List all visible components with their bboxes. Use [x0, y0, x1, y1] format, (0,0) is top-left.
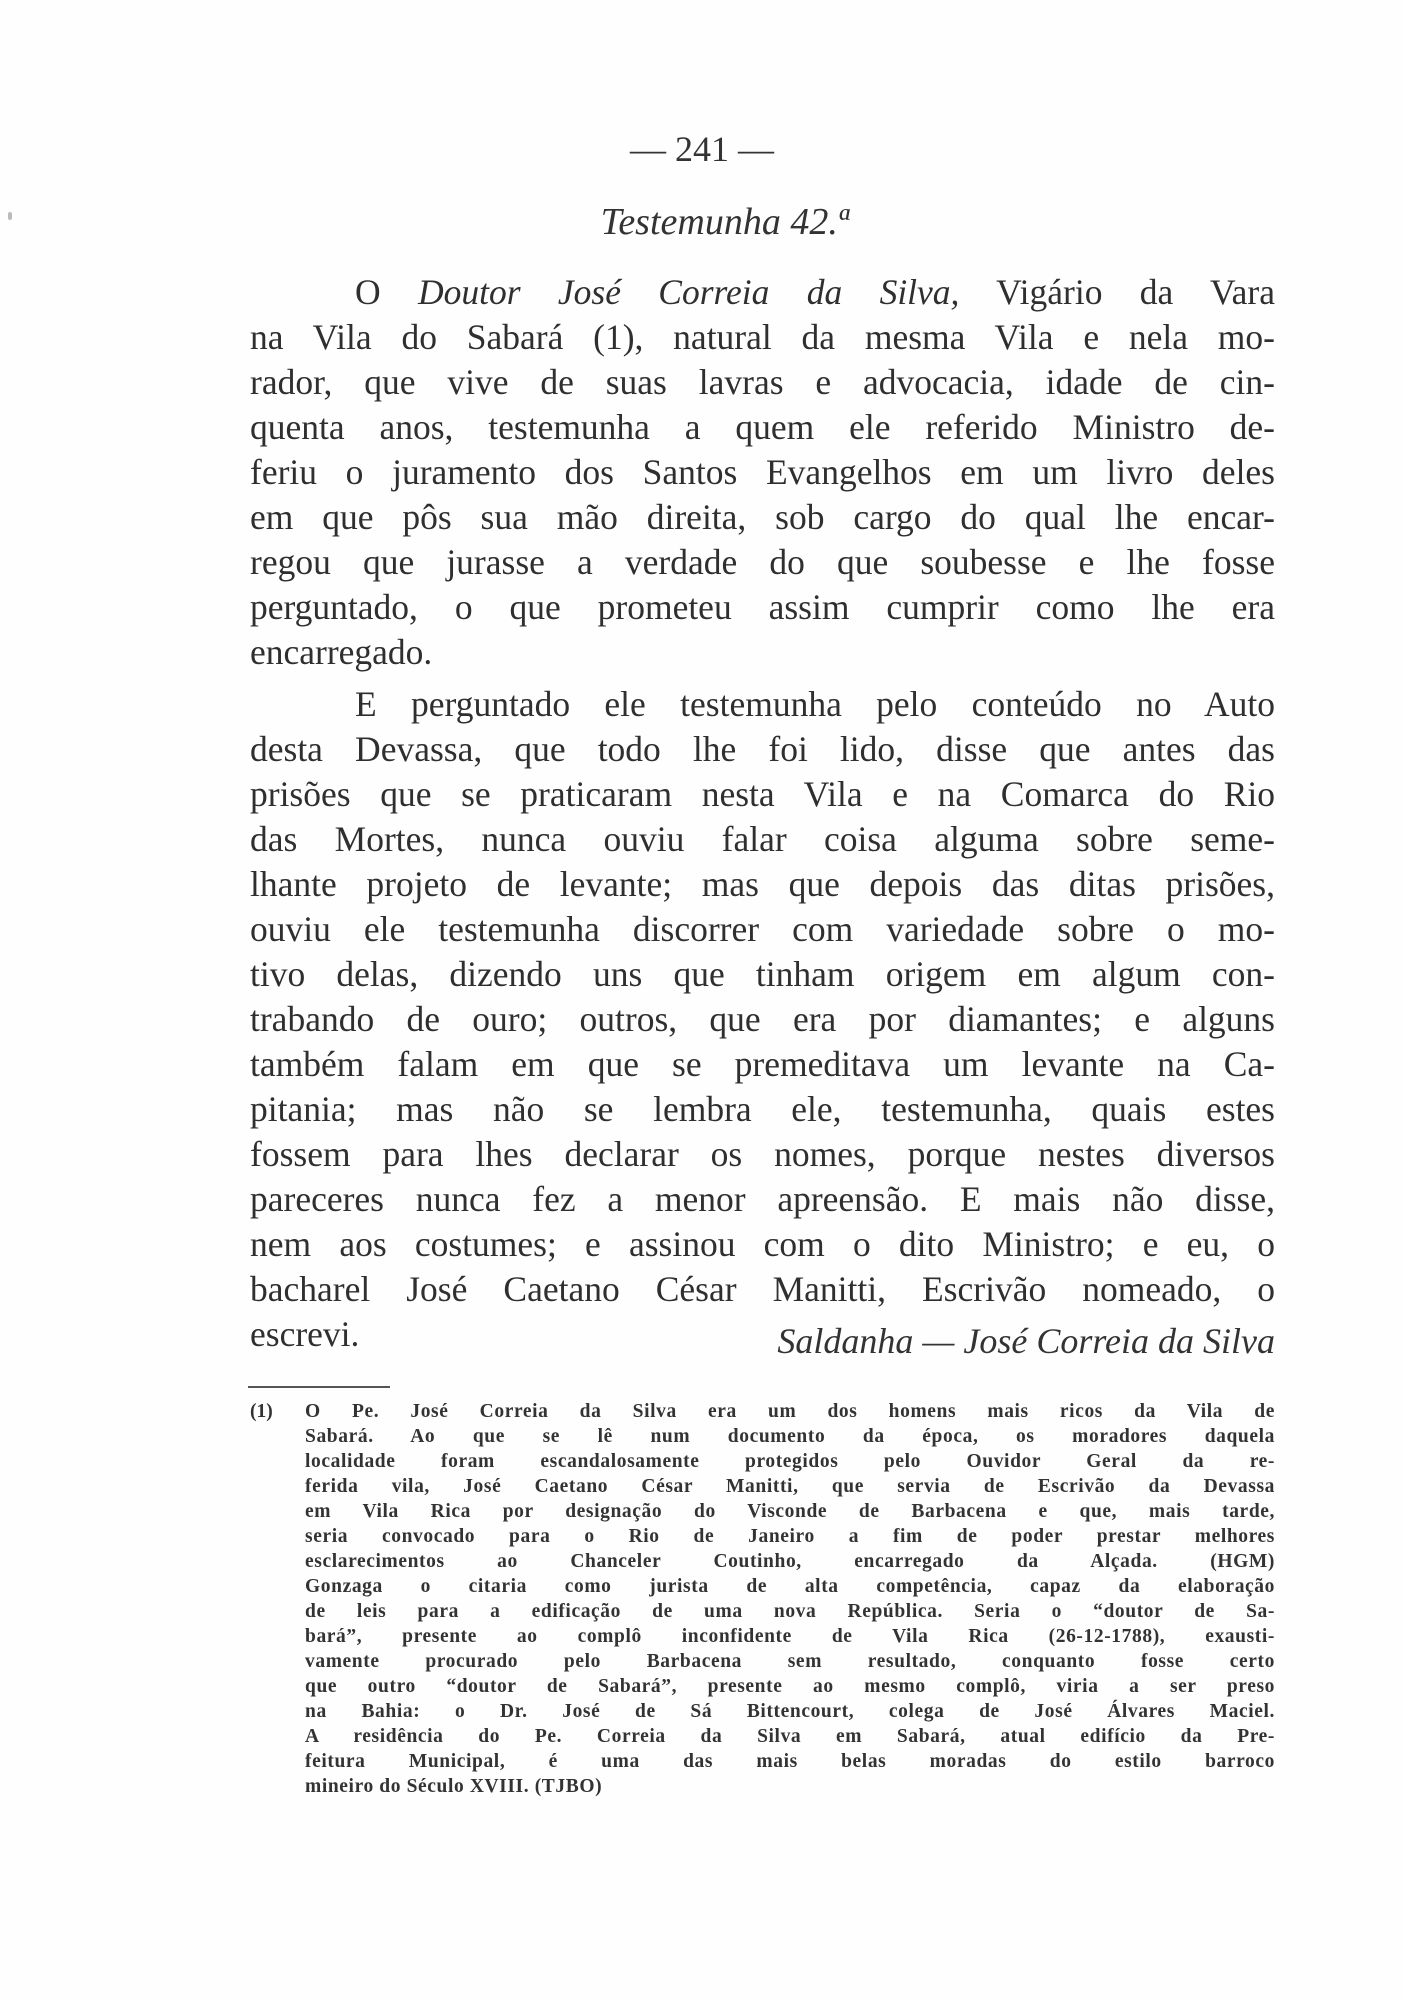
footnote-line: em Vila Rica por designação do Visconde de Barbacena e que, mais tarde,	[305, 1501, 1275, 1522]
signature-line: Saldanha — José Correia da Silva	[777, 1321, 1275, 1361]
body-line: na Vila do Sabará (1), natural da mesma Vila e nela mo-	[250, 317, 1275, 357]
footnote-line: O Pe. José Correia da Silva era um dos homens mais ricos da Vila de	[305, 1401, 1275, 1422]
section-heading: Testemunha 42.ª	[600, 201, 849, 243]
footnote-line: mineiro do Século XVIII. (TJBO)	[305, 1776, 603, 1797]
body-line: quenta anos, testemunha a quem ele referido Ministro de-	[250, 407, 1275, 447]
footnote-marker: (1)	[250, 1401, 273, 1422]
witness-name: Doutor José Correia da Silva,	[417, 272, 960, 312]
body-line: encarregado.	[250, 632, 433, 672]
body-line: pareceres nunca fez a menor apreensão. E mais não disse,	[250, 1179, 1275, 1219]
body-line: perguntado, o que prometeu assim cumprir como lhe era	[250, 587, 1275, 627]
body-line	[355, 270, 1275, 314]
footnote-rule	[248, 1386, 390, 1388]
page-number: — 241 —	[630, 129, 774, 169]
text-segment: Vigário da Vara	[959, 272, 1276, 312]
footnote-line: que outro “doutor de Sabará”, presente ao mesmo complô, viria a ser preso	[305, 1676, 1275, 1697]
body-line: E perguntado ele testemunha pelo conteúdo no Auto	[355, 684, 1275, 724]
body-line: lhante projeto de levante; mas que depois das ditas prisões,	[250, 864, 1275, 904]
footnote-line: de leis para a edificação de uma nova República. Seria o “doutor de Sa-	[305, 1601, 1275, 1622]
body-line: bacharel José Caetano César Manitti, Escrivão nomeado, o	[250, 1269, 1275, 1309]
text-segment: O	[355, 272, 418, 312]
footnote-line: esclarecimentos ao Chanceler Coutinho, encarregado da Alçada. (HGM)	[305, 1551, 1275, 1572]
body-line: tivo delas, dizendo uns que tinham origem em algum con-	[250, 954, 1275, 994]
body-line: nem aos costumes; e assinou com o dito Ministro; e eu, o	[250, 1224, 1275, 1264]
body-line: feriu o juramento dos Santos Evangelhos em um livro deles	[250, 452, 1275, 492]
footnote-line: Gonzaga o citaria como jurista de alta competência, capaz da elaboração	[305, 1576, 1275, 1597]
footnote-line: localidade foram escandalosamente protegidos pelo Ouvidor Geral da re-	[305, 1451, 1275, 1472]
body-line: pitania; mas não se lembra ele, testemunha, quais estes	[250, 1089, 1275, 1129]
body-line: trabando de ouro; outros, que era por diamantes; e alguns	[250, 999, 1275, 1039]
body-line: ouviu ele testemunha discorrer com variedade sobre o mo-	[250, 909, 1275, 949]
body-line: regou que jurasse a verdade do que soubesse e lhe fosse	[250, 542, 1275, 582]
body-line: também falam em que se premeditava um levante na Ca-	[250, 1044, 1275, 1084]
footnote-line: feitura Municipal, é uma das mais belas moradas do estilo barroco	[305, 1751, 1275, 1772]
footnote-line: Sabará. Ao que se lê num documento da época, os moradores daquela	[305, 1426, 1275, 1447]
body-line: desta Devassa, que todo lhe foi lido, disse que antes das	[250, 729, 1275, 769]
footnote-line: ferida vila, José Caetano César Manitti, que servia de Escrivão da Devassa	[305, 1476, 1275, 1497]
footnote-line: bará”, presente ao complô inconfidente de Vila Rica (26-12-1788), exausti-	[305, 1626, 1275, 1647]
body-line: fossem para lhes declarar os nomes, porque nestes diversos	[250, 1134, 1275, 1174]
body-line: escrevi.	[250, 1314, 360, 1354]
footnote-line: vamente procurado pelo Barbacena sem resultado, conquanto fosse certo	[305, 1651, 1275, 1672]
footnote-line: A residência do Pe. Correia da Silva em Sabará, atual edifício da Pre-	[305, 1726, 1275, 1747]
footnote-line: seria convocado para o Rio de Janeiro a fim de poder prestar melhores	[305, 1526, 1275, 1547]
body-line: rador, que vive de suas lavras e advocacia, idade de cin-	[250, 362, 1275, 402]
body-line: prisões que se praticaram nesta Vila e na Comarca do Rio	[250, 774, 1275, 814]
body-line: em que pôs sua mão direita, sob cargo do qual lhe encar-	[250, 497, 1275, 537]
body-line: das Mortes, nunca ouviu falar coisa alguma sobre seme-	[250, 819, 1275, 859]
footnote-line: na Bahia: o Dr. José de Sá Bittencourt, colega de José Álvares Maciel.	[305, 1701, 1275, 1722]
